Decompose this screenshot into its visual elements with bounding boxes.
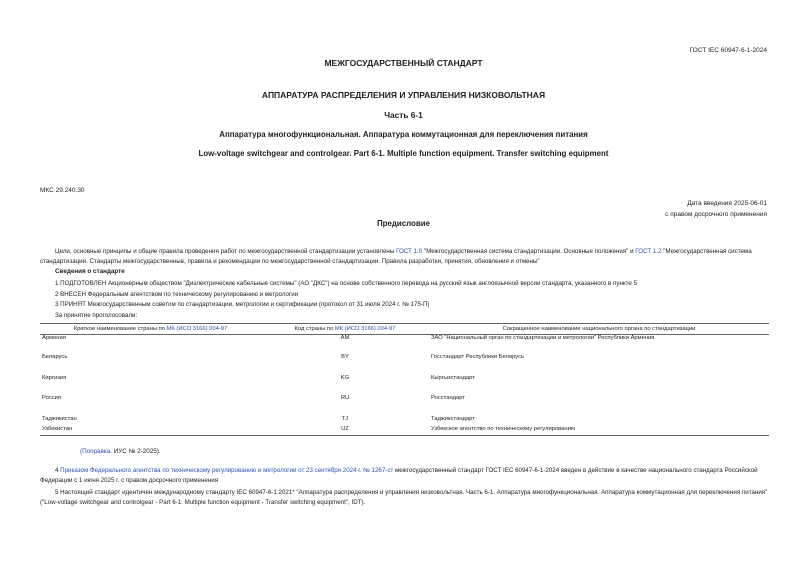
country-code: BY: [341, 353, 349, 360]
correction-link[interactable]: (Поправка.: [80, 448, 113, 455]
standards-body: Росстандарт: [431, 394, 466, 401]
country-code: KG: [340, 374, 350, 381]
country-code: TJ: [341, 415, 349, 422]
countries-table: [40, 323, 769, 436]
header-country-code-text: Код страны по: [294, 326, 335, 332]
table-row: [40, 375, 769, 395]
document-subtitle: Аппаратура многофункциональная. Аппаратура коммутационная для переключения питания: [219, 130, 588, 139]
table-header-row: [40, 324, 769, 335]
country-name: Беларусь: [42, 353, 68, 360]
country-code: UZ: [261, 426, 429, 436]
country-name: Россия: [42, 394, 62, 401]
table-row: [40, 395, 769, 416]
standards-body: ЗАО "Национальный орган по стандартизации и метрологии" Республики Армения: [431, 335, 655, 341]
item-5: 5 Настоящий стандарт идентичен международному стандарту IEC 60947-6-1:2021* "Аппаратура распределения и управления низковольтная. Часть 6-1. Аппаратура многофункциональная. Аппаратура коммутационная для переключения питания" ("Low-voltage switchgear and controlgear - Part 6-1: Multiple function equipment - Transfer switching equipment", IDT).: [40, 489, 768, 506]
gost-1-0-link[interactable]: ГОСТ 1.0: [395, 248, 423, 255]
mks-code: МКС 29.240.30: [40, 187, 85, 194]
correction-text: ИУС № 2-2025).: [112, 448, 161, 455]
standards-body: Кыргызстандарт: [431, 374, 475, 381]
preface-paragraph: [40, 247, 770, 267]
country-code: RU: [340, 394, 350, 401]
part-number: Часть 6-1: [384, 110, 423, 120]
document-code: ГОСТ IEC 60947-6-1-2024: [689, 47, 767, 54]
header-country-name-text: Краткое наименование страны по: [73, 326, 167, 332]
english-title: Low-voltage switchgear and controlgear. Part 6-1. Multiple function equipment. Transfer switching equipment: [198, 149, 609, 158]
gost-1-2-link[interactable]: ГОСТ 1.2: [635, 248, 662, 255]
country-name: Армения: [42, 335, 66, 341]
header-country-code: [261, 324, 429, 335]
item-2: 2 ВНЕСЕН Федеральным агентством по техническому регулированию и метрологии: [55, 291, 299, 298]
preface-heading: Предисловие: [377, 219, 430, 228]
standard-info-heading: Сведения о стандарте: [55, 268, 125, 275]
standards-body: Узбекское агентство по техническому регулированию: [429, 426, 769, 436]
preface-text-3: "Межгосударственная система стандартизации. Стандарты межгосударственные, правила и рекомендации по межгосударственной стандартизации. Правила разработки, принятия, обновления и отмены": [40, 248, 752, 265]
preface-text-1: Цели, основные принципы и общие правила проведения работ по межгосударственной стандартизации установлены: [55, 248, 396, 255]
document-title: АППАРАТУРА РАСПРЕДЕЛЕНИЯ И УПРАВЛЕНИЯ НИЗКОВОЛЬТНАЯ: [261, 90, 546, 100]
country-code: AM: [340, 335, 350, 341]
header-country-name: [40, 324, 261, 335]
country-name: Таджикистан: [42, 415, 77, 422]
item-4-prefix: 4: [55, 467, 61, 474]
table-row: [40, 335, 769, 354]
table-row: [40, 426, 769, 436]
standards-body: Госстандарт Республики Беларусь: [431, 353, 525, 360]
country-name: Узбекистан: [40, 426, 261, 436]
preface-text-2: "Межгосударственная система стандартизации. Основные положения" и: [422, 248, 636, 255]
early-application-note: с правом досрочного применения: [665, 211, 767, 218]
introduction-date-block: [665, 198, 767, 220]
table-row: [40, 354, 769, 375]
item-4-text: межгосударственный стандарт ГОСТ IEC 60947-6-1-2024 введен в действие в качестве национального стандарта Российской Федерации с 1 июня 2025 г. с правом досрочного применения: [40, 467, 758, 484]
item-4: [40, 466, 770, 486]
country-name: Киргизия: [42, 374, 67, 381]
table-row: [40, 416, 769, 426]
standard-label: МЕЖГОСУДАРСТВЕННЫЙ СТАНДАРТ: [324, 58, 483, 68]
mk-iso-link-2[interactable]: МК (ИСО 3166) 004-97: [334, 326, 396, 332]
order-link[interactable]: Приказом Федерального агентства по техническому регулированию и метрологии от 23 сентября 2024 г. № 1267-ст: [60, 467, 394, 474]
correction-note: [80, 448, 161, 455]
item-1: 1 ПОДГОТОВЛЕН Акционерным обществом "Диэлектрические кабельные системы" (АО "ДКС") на основе собственного перевода на русский язык англоязычной версии стандарта, указанного в пункте 5: [55, 280, 638, 287]
item-3: 3 ПРИНЯТ Межгосударственным советом по стандартизации, метрологии и сертификации (протокол от 31 июля 2024 г. № 175-П): [55, 301, 430, 308]
introduction-date: Дата введения 2025-06-01: [687, 200, 767, 207]
mk-iso-link-1[interactable]: МК (ИСО 3166) 004-97: [166, 326, 228, 332]
voted-label: За принятие проголосовали:: [55, 312, 138, 319]
header-standards-body: Сокращенное наименование национального органа по стандартизации: [429, 324, 769, 335]
standards-body: Таджикстандарт: [431, 415, 475, 422]
